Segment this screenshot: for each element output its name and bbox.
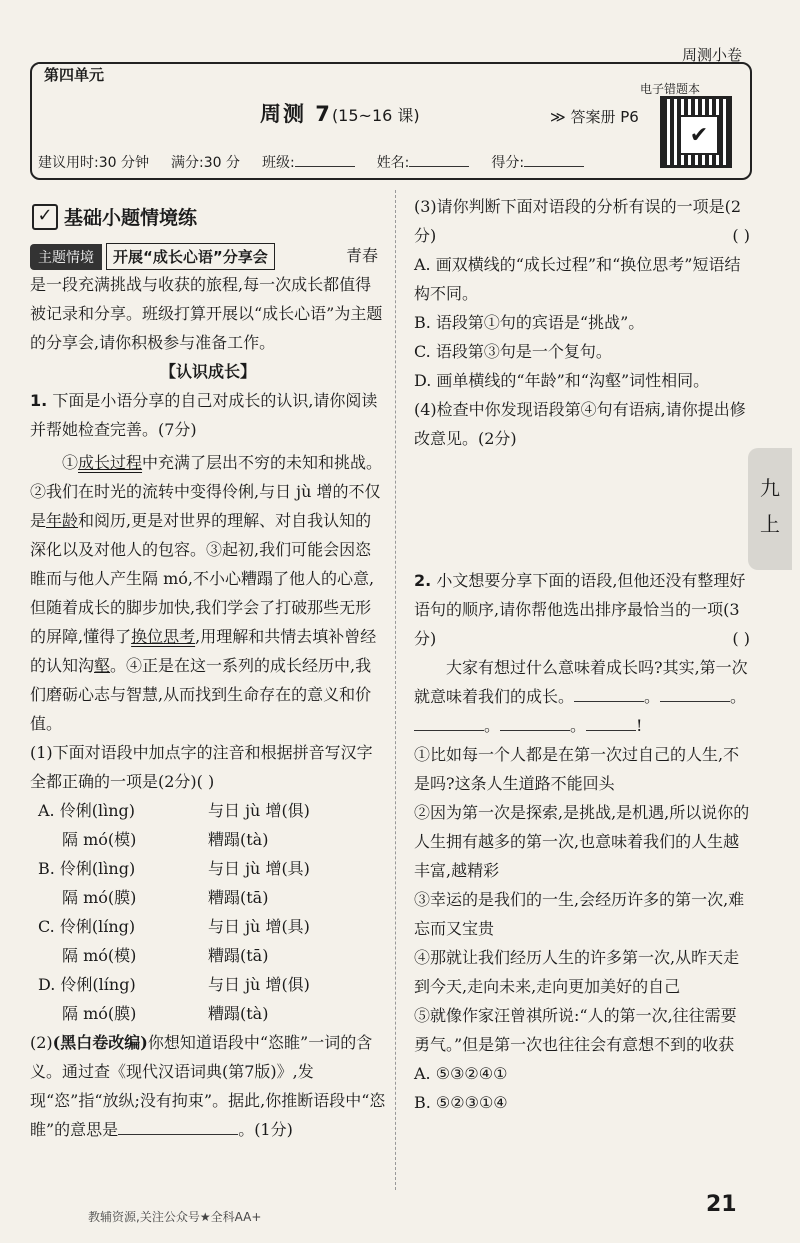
q2-item-4: ④那就让我们经历人生的许多第一次,从昨天走到今天,走向未来,走向更加美好的自己: [414, 948, 740, 996]
q2-item-3: ③幸运的是我们的一生,会经历许多的第一次,难忘而又宝贵: [414, 890, 745, 938]
q2-lead: 大家有想过什么意味着成长吗?其实,第一次就意味着我们的成长。 。 。。 。 !: [414, 658, 748, 735]
q2-item-2: ②因为第一次是探索,是挑战,是机遇,所以说你的人生拥有越多的第一次,也意味着我们的人生越丰富,越精彩: [414, 803, 750, 880]
info-row: [38, 152, 658, 172]
grade-tab: 九 上: [748, 448, 792, 570]
column-divider: [395, 190, 396, 1190]
check-mark-icon: ✔: [679, 115, 719, 155]
score-field: 得分:: [491, 152, 584, 172]
q1-4: (4)检查中你发现语段第④句有语病,请你提出修改意见。(2分): [414, 400, 746, 448]
theme-tag: 主题情境: [30, 244, 102, 270]
q1-3-option-d: D. 画单横线的“年龄”和“沟壑”词性相同。: [414, 371, 710, 390]
q1-3-stem: (3)请你判断下面对语段的分析有误的一项是(2分) ( ): [414, 197, 750, 245]
subhead: 【认识成长】: [159, 362, 256, 381]
qr-code-icon: [660, 96, 732, 168]
theme-title: 开展“成长心语”分享会: [106, 243, 275, 270]
q2-option-b: B. ⑤②③①④: [414, 1093, 508, 1112]
page-number: 21: [706, 1192, 737, 1217]
q1-1-options: A. 伶俐(lìng) 与日 jù 增(俱) 隔 mó(模) 糟蹋(tà) B. 伶俐(lìng) 与日 jù 增(具) 隔 mó(膜) 糟蹋(tā) C. 伶俐(líng) 与日 jù 增(具) 隔 mó(模) 糟蹋(tā) D. 伶俐(líng) 与日 jù 增(俱) 隔 mó(膜) 糟蹋(tà): [38, 801, 310, 1023]
q1-3-option-c: C. 语段第③句是一个复句。: [414, 342, 612, 361]
q1-2: (2)(黑白卷改编)你想知道语段中“恣睢”一词的含义。通过查《现代汉语词典(第7版)》,发现“恣”指“放纵;没有拘束”。据此,你推断语段中“恣睢”的意思是 。(1分): [30, 1033, 386, 1139]
class-field: 班级:: [262, 152, 355, 172]
q2-block: [414, 566, 750, 1117]
right-column: [414, 192, 750, 453]
time-info: 建议用时:30 分钟: [38, 155, 149, 171]
q1: 1. 下面是小语分享的自己对成长的认识,请你阅读并帮她检查完善。(7分): [30, 391, 378, 439]
q1-1-stem: (1)下面对语段中加点字的注音和根据拼音写汉字全都正确的一项是(2分)( ): [30, 743, 373, 791]
answer-ref: ≫ 答案册 P6: [550, 108, 639, 126]
passage: ①成长过程中充满了层出不穷的未知和挑战。②我们在时光的流转中变得伶俐,与日 jù 增的不仅是年龄和阅历,更是对世界的理解、对自我认知的深化以及对他人的包容。③起初,我们可能会因恣睢而与他人产生隔 mó,不小心糟蹋了他人的心意,但随着成长的脚步加快,我们学会了打破那些无形的屏障,懂得了换位思考,用理解和共情去填补曾经的认知沟壑。④正是在这一系列的成长经历中,我们磨砺心志与智慧,从而找到生命存在的意义和价值。: [30, 453, 383, 733]
q1-3-option-a: A. 画双横线的“成长过程”和“换位思考”短语结构不同。: [414, 255, 741, 303]
section-heading: ✓ 基础小题情境练: [32, 203, 197, 230]
q2-stem: 2. 小文想要分享下面的语段,但他还没有整理好语句的顺序,请你帮他选出排序最恰当的一项(3分) ( ): [414, 571, 750, 648]
ebook-label: 电子错题本: [640, 82, 701, 96]
page-title: 周测 7(15~16 课): [260, 102, 420, 126]
q2-item-5: ⑤就像作家汪曾祺所说:“人的第一次,往往需要勇气。”但是第一次也往往会有意想不到的收获: [414, 1006, 737, 1054]
q1-3-option-b: B. 语段第①句的宾语是“挑战”。: [414, 313, 645, 332]
checkbox-icon: ✓: [32, 204, 58, 230]
q2-option-a: A. ⑤③②④①: [414, 1064, 508, 1083]
intro-text: 青春是一段充满挑战与收获的旅程,每一次成长都值得被记录和分享。班级打算开展以“成长心语”为主题的分享会,请你积极参与准备工作。: [30, 246, 383, 352]
name-field: 姓名:: [377, 152, 470, 172]
q2-item-1: ①比如每一个人都是在第一次过自己的人生,不是吗?这条人生道路不能回头: [414, 745, 740, 793]
full-score: 满分:30 分: [170, 155, 240, 171]
header-tag: 周测小卷: [681, 46, 742, 64]
footer-text: 教辅资源,关注公众号★全科AA+: [88, 1210, 262, 1224]
unit-label: 第四单元: [38, 64, 110, 85]
